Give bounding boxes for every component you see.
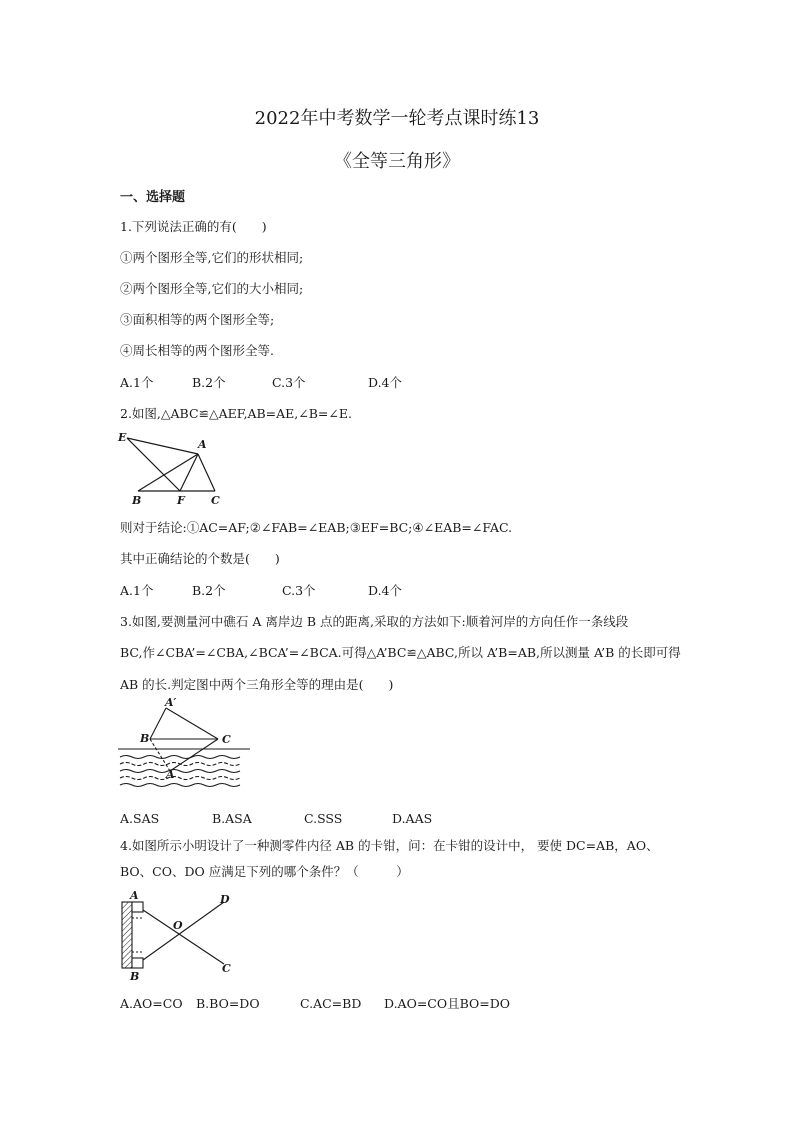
section-heading: 一、选择题 bbox=[120, 190, 186, 205]
q4-options bbox=[120, 994, 510, 1012]
q3-stem-line-2: BC,作∠CBA’=∠CBA,∠BCA’=∠BCA.可得△A’BC≌△ABC,所以 A’B=AB,所以测量 A’B 的长即可得 bbox=[120, 645, 681, 660]
q2-stem: 2.如图,△ABC≌△AEF,AB=AE,∠B=∠E. bbox=[120, 406, 352, 421]
q3-stem-line-3: AB 的长.判定图中两个三角形全等的理由是( ) bbox=[120, 677, 394, 692]
q3-label-b: B bbox=[140, 732, 150, 745]
q1-option-d[interactable]: D.4个 bbox=[368, 375, 403, 390]
q4-stem-line-1: 4.如图所示小明设计了一种测零件内径 AB 的卡钳，问：在卡钳的设计中， 要使 DC=AB，AO、 bbox=[120, 838, 659, 853]
q1-item-1: ①两个图形全等,它们的形状相同; bbox=[120, 250, 304, 265]
q2-label-e: E bbox=[118, 431, 127, 444]
q3-figure bbox=[118, 696, 253, 796]
q4-option-c[interactable]: C.AC=BD bbox=[300, 996, 362, 1011]
q1-item-3: ③面积相等的两个图形全等; bbox=[120, 312, 275, 327]
q4-label-a: A bbox=[130, 889, 139, 902]
q2-options bbox=[120, 581, 402, 599]
q4-figure bbox=[114, 888, 244, 984]
q1-option-a[interactable]: A.1个 bbox=[120, 375, 154, 390]
q4-label-c: C bbox=[222, 962, 231, 975]
q4-option-d[interactable]: D.AO=CO且BO=DO bbox=[384, 996, 511, 1011]
q2-conclusion: 则对于结论:①AC=AF;②∠FAB=∠EAB;③EF=BC;④∠EAB=∠FAC. bbox=[120, 520, 513, 535]
q4-label-b: B bbox=[130, 970, 140, 983]
q3-stem-line-1: 3.如图,要测量河中礁石 A 离岸边 B 点的距离,采取的方法如下:顺着河岸的方向任作一条线段 bbox=[120, 614, 629, 629]
q4-label-d: D bbox=[220, 893, 230, 906]
q3-label-a-prime: A′ bbox=[165, 696, 177, 709]
q1-option-b[interactable]: B.2个 bbox=[192, 375, 226, 390]
q1-item-2: ②两个图形全等,它们的大小相同; bbox=[120, 281, 304, 296]
q2-option-b[interactable]: B.2个 bbox=[192, 583, 226, 598]
q1-option-c[interactable]: C.3个 bbox=[272, 375, 306, 390]
q3-options bbox=[120, 811, 432, 826]
q3-option-d[interactable]: D.AAS bbox=[392, 811, 433, 826]
q1-stem: 1.下列说法正确的有( ) bbox=[120, 219, 267, 234]
document-subtitle: 《全等三角形》 bbox=[334, 151, 460, 172]
q2-figure bbox=[110, 428, 230, 508]
q4-option-a[interactable]: A.AO=CO bbox=[120, 996, 183, 1011]
q3-label-c: C bbox=[222, 733, 231, 746]
q2-label-b: B bbox=[132, 494, 142, 507]
q2-question: 其中正确结论的个数是( ) bbox=[120, 551, 280, 566]
q2-label-a: A bbox=[198, 438, 207, 451]
q3-option-a[interactable]: A.SAS bbox=[120, 811, 160, 826]
q3-label-a: A bbox=[166, 768, 175, 781]
q3-option-c[interactable]: C.SSS bbox=[304, 811, 343, 826]
q4-option-b[interactable]: B.BO=DO bbox=[196, 996, 260, 1011]
q1-options bbox=[120, 373, 402, 391]
q4-label-o: O bbox=[173, 919, 183, 932]
q1-item-4: ④周长相等的两个图形全等. bbox=[120, 343, 274, 358]
q2-label-c: C bbox=[211, 494, 220, 507]
q2-label-f: F bbox=[177, 494, 185, 507]
document-title: 2022年中考数学一轮考点课时练13 bbox=[254, 108, 540, 129]
q3-option-b[interactable]: B.ASA bbox=[212, 811, 252, 826]
q2-option-d[interactable]: D.4个 bbox=[368, 583, 403, 598]
q2-option-a[interactable]: A.1个 bbox=[120, 583, 154, 598]
q4-stem-line-2: BO、CO、DO 应满足下列的哪个条件？（ ） bbox=[120, 864, 409, 879]
q2-option-c[interactable]: C.3个 bbox=[282, 583, 316, 598]
